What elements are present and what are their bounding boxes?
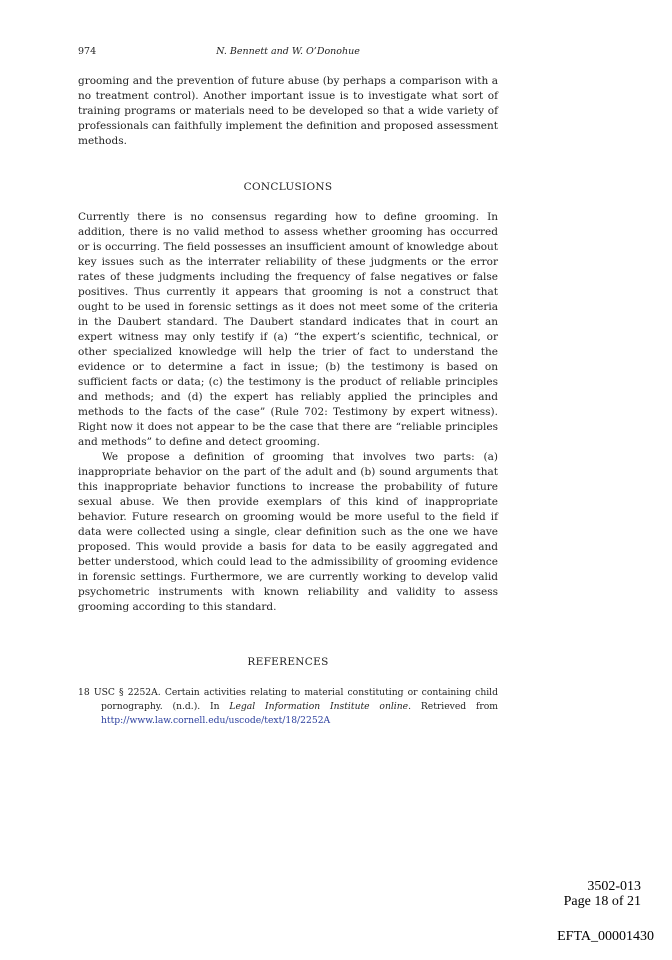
page-count-stamp: Page 18 of 21 [563,894,641,909]
intro-paragraph: grooming and the prevention of future abuse (by perhaps a comparison with a no treatment control). Another important issue is to investigate what sort of training programs or materials need to be developed so that a wide variety of professionals can faithfully implement the definition and proposed assessment methods. [78,75,498,147]
doc-code-stamp: 3502-013 [587,879,641,894]
conclusions-paragraph-2: We propose a definition of grooming that involves two parts: (a) inappropriate behavior on the part of the adult and (b) sound arguments that this inappropriate behavior functions to increase the probability of future sexual abuse. We then provide exemplars of this kind of inappropriate behavior. Future research on grooming would be more useful to the field if data were collected using a single, clear definition such as the one we have proposed. This would provide a basis for data to be easily aggregated and better understood, which could lead to the admissibility of grooming evidence in forensic settings. Furthermore, we are currently working to develop valid psychometric instruments with known reliability and validity to assess grooming according to this standard. [78,451,498,613]
reference-text: 18 USC § 2252A. Certain activities relating to material constituting or containing child pornography. (n.d.). In [78,687,498,712]
conclusions-body [78,210,498,615]
reference-link[interactable]: http://www.law.cornell.edu/uscode/text/18/2252A [101,715,331,726]
page-number: 974 [78,46,97,57]
reference-retrieved: . Retrieved from [408,701,499,712]
reference-entry [78,686,498,728]
references-heading: REFERENCES [247,656,329,668]
efta-id-stamp: EFTA_00001430 [557,929,654,944]
conclusions-heading: CONCLUSIONS [243,181,333,193]
reference-source: Legal Information Institute online [229,701,409,712]
running-head: N. Bennett and W. O’Donohue [216,46,360,57]
conclusions-paragraph-1: Currently there is no consensus regarding how to define grooming. In addition, there is no valid method to assess whether grooming has occurred or is occurring. The field possesses an insufficient amount of knowledge about key issues such as the interrater reliability of these judgments or the error rates of these judgments including the frequency of false negatives or false positives. Thus currently it appears that grooming is not a construct that ought to be used in forensic settings as it does not meet some of the criteria in the Daubert standard. The Daubert standard indicates that in court an expert witness may only testify if (a) “the expert’s scientific, technical, or other specialized knowledge will help the trier of fact to understand the evidence or to determine a fact in issue; (b) the testimony is based on sufficient facts or data; (c) the testimony is the product of reliable principles and methods; and (d) the expert has reliably applied the principles and methods to the facts of the case” (Rule 702: Testimony by expert witness). Right now it does not appear to be the case that there are “reliable principles and methods” to define and detect grooming. [78,211,498,448]
